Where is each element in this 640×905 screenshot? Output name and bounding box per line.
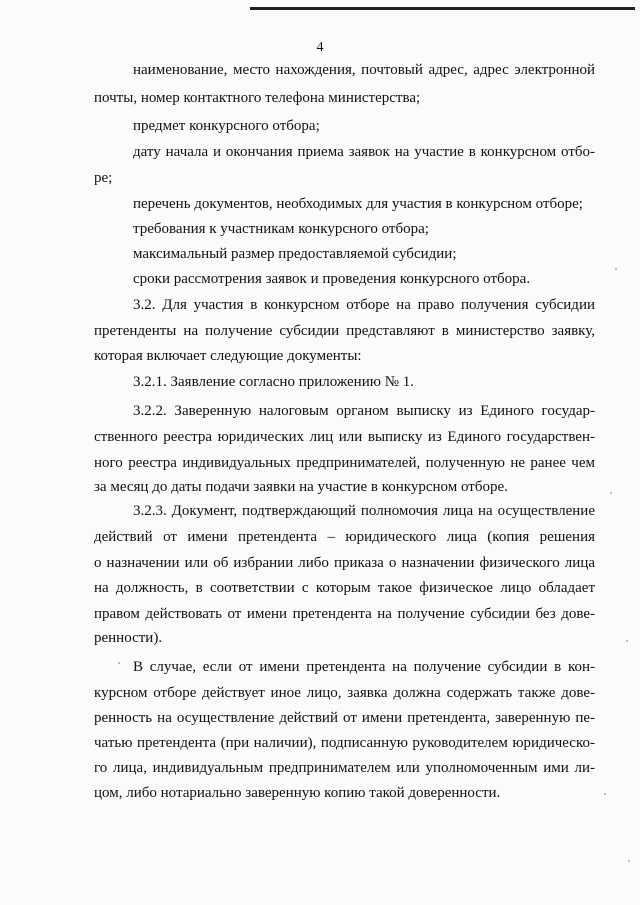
- text-line: предмет конкурсного отбора;: [133, 118, 320, 134]
- text-line: го лица, индивидуальным предпринимателем или уполномоченным ими ли-: [94, 760, 595, 776]
- text-line: 3.2.2. Заверенную налоговым органом выписку из Единого государ-: [133, 403, 595, 419]
- text-line: максимальный размер предоставляемой субсидии;: [133, 246, 457, 262]
- text-line: 3.2.1. Заявление согласно приложению № 1.: [133, 374, 415, 390]
- text-line: действий от имени претендента – юридического лица (копия решения: [94, 529, 595, 545]
- text-line: за месяц до даты подачи заявки на участие в конкурсном отборе.: [94, 479, 508, 495]
- scan-speck: [626, 640, 628, 642]
- text-line: чатью претендента (при наличии), подписанную руководителем юридическо-: [94, 735, 595, 751]
- text-line: которая включает следующие документы:: [94, 348, 362, 364]
- text-line: ре;: [94, 170, 113, 186]
- text-line: В случае, если от имени претендента на получение субсидии в кон-: [133, 659, 595, 675]
- text-line: ного реестра индивидуальных предпринимателей, полученную не ранее чем: [94, 455, 595, 471]
- text-line: сроки рассмотрения заявок и проведения конкурсного отбора.: [133, 271, 531, 287]
- text-line: почты, номер контактного телефона министерства;: [94, 90, 421, 106]
- text-line: ренности).: [94, 630, 163, 646]
- text-line: дату начала и окончания приема заявок на участие в конкурсном отбо-: [133, 144, 595, 160]
- text-line: перечень документов, необходимых для участия в конкурсном отборе;: [133, 196, 583, 212]
- text-line: о назначении или об избрании либо приказа о назначении физического лица: [94, 555, 595, 571]
- scan-speck: [610, 492, 612, 494]
- text-line: ренность на осуществление действий от имени претендента, заверенную пе-: [94, 710, 595, 726]
- scan-speck: [615, 268, 617, 270]
- text-line: требования к участникам конкурсного отбора;: [133, 221, 429, 237]
- text-line: правом действовать от имени претендента на получение субсидии без дове-: [94, 606, 595, 622]
- text-line: ственного реестра юридических лиц или выписку из Единого государствен-: [94, 429, 595, 445]
- text-line: цом, либо нотариально заверенную копию такой доверенности.: [94, 785, 501, 801]
- text-line: претенденты на получение субсидии представляют в министерство заявку,: [94, 323, 595, 339]
- page-number: 4: [316, 40, 324, 55]
- text-line: курсном отборе действует иное лицо, заявка должна содержать также дове-: [94, 685, 595, 701]
- text-line: 3.2. Для участия в конкурсном отборе на право получения субсидии: [133, 297, 595, 313]
- scan-speck: [118, 662, 120, 664]
- text-line: наименование, место нахождения, почтовый адрес, адрес электронной: [133, 62, 595, 78]
- text-line: на должность, в соответствии с которым такое физическое лицо обладает: [94, 580, 595, 596]
- text-line: 3.2.3. Документ, подтверждающий полномочия лица на осуществление: [133, 503, 595, 519]
- scan-speck: [604, 793, 606, 795]
- scan-speck: [628, 860, 630, 862]
- scan-top-border: [250, 7, 635, 10]
